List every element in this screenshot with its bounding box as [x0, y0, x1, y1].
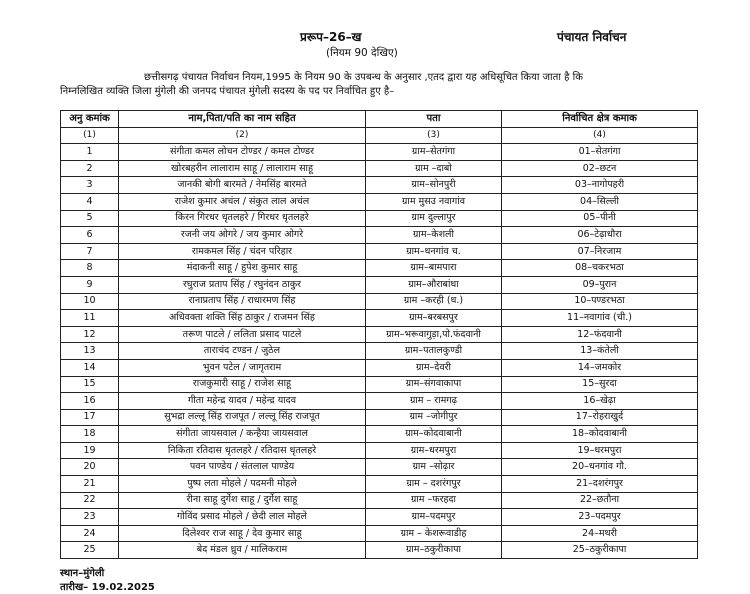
table-row	[61, 409, 698, 426]
cell-area: 05–पीनी	[502, 210, 698, 227]
cell-address: ग्राम – केशरूवाडीह	[366, 525, 502, 542]
cell-serial: 5	[61, 210, 119, 227]
cell-name: राजकुमारी साहू / राजेश साहू	[119, 376, 366, 393]
cell-address: ग्राम – दशरंगपुर	[366, 476, 502, 493]
table-row	[61, 476, 698, 493]
cell-area: 23–पदमपुर	[502, 509, 698, 526]
cell-name: जानकी बोगी बारमते / नेमसिंह बारमते	[119, 177, 366, 194]
cell-serial: 9	[61, 276, 119, 293]
table-row	[61, 542, 698, 559]
cell-area: 04–सिल्ली	[502, 193, 698, 210]
date-label: तारीख– 19.02.2025	[60, 582, 155, 593]
cell-name: गीता महेन्द्र यादव / महेन्द्र यादव	[119, 393, 366, 410]
cell-address: ग्राम–संगवाकापा	[366, 376, 502, 393]
cell-address: ग्राम–धनगांव च.	[366, 243, 502, 260]
cell-address: ग्राम –करही (ध.)	[366, 293, 502, 310]
cell-address: ग्राम–सेतगंगा	[366, 144, 502, 161]
cell-name: दिलेश्वर राज साहू / देव कुमार साहू	[119, 525, 366, 542]
cell-address: ग्राम –सोढ़ार	[366, 459, 502, 476]
column-number: (4)	[502, 127, 698, 144]
cell-address: ग्राम दुल्लापुर	[366, 210, 502, 227]
cell-serial: 19	[61, 442, 119, 459]
header-address: पता	[366, 111, 502, 128]
cell-address: ग्राम–धरमपुरा	[366, 442, 502, 459]
cell-name: निकिता रतिदास धृतलहरे / रतिदास धृतलहरे	[119, 442, 366, 459]
cell-serial: 13	[61, 343, 119, 360]
cell-address: ग्राम –जोगीपुर	[366, 409, 502, 426]
table-row	[61, 376, 698, 393]
table-row	[61, 243, 698, 260]
cell-name: रामकमल सिंह / चंदन परिहार	[119, 243, 366, 260]
cell-address: ग्राम–पदमपुर	[366, 509, 502, 526]
cell-serial: 7	[61, 243, 119, 260]
cell-serial: 16	[61, 393, 119, 410]
cell-area: 16–खेढ़ा	[502, 393, 698, 410]
cell-name: सुभद्रा लल्लू सिंह राजपूत / लल्लू सिंह राजपूत	[119, 409, 366, 426]
cell-name: रजनी जय ओगरे / जय कुमार ओगरे	[119, 227, 366, 244]
cell-address: ग्राम–औराबांधा	[366, 276, 502, 293]
header-area: निर्वाचित क्षेत्र कमाक	[502, 111, 698, 128]
cell-address: ग्राम–केशली	[366, 227, 502, 244]
cell-area: 07–निरजाम	[502, 243, 698, 260]
cell-area: 17–रोहराखुर्द	[502, 409, 698, 426]
cell-address: ग्राम–भरूवागुड़ा,पो.फंदवानी	[366, 326, 502, 343]
cell-name: पुष्प लता मोहले / पदमनी मोहले	[119, 476, 366, 493]
cell-area: 22–छतौना	[502, 492, 698, 509]
cell-serial: 22	[61, 492, 119, 509]
cell-name: मंदाकनी साहू / हुपेश कुमार साहू	[119, 260, 366, 277]
table-row	[61, 509, 698, 526]
cell-serial: 10	[61, 293, 119, 310]
elected-members-table	[60, 110, 698, 559]
cell-name: संगीता कमल लोचन टोण्डर / कमल टोण्डर	[119, 144, 366, 161]
cell-area: 11–नवागांव (ची.)	[502, 310, 698, 327]
table-body	[61, 144, 698, 559]
cell-serial: 4	[61, 193, 119, 210]
cell-area: 20–धनगांव गौ.	[502, 459, 698, 476]
cell-serial: 15	[61, 376, 119, 393]
table-header-row	[61, 111, 698, 128]
table-row	[61, 393, 698, 410]
cell-address: ग्राम–ठकुरीकापा	[366, 542, 502, 559]
table-row	[61, 310, 698, 327]
cell-area: 25–ठकुरीकापा	[502, 542, 698, 559]
cell-serial: 2	[61, 160, 119, 177]
cell-name: रीना साहू दुर्गेश साहू / दुर्गेश साहू	[119, 492, 366, 509]
cell-name: गोविंद प्रसाद मोहले / छेदी लाल मोहले	[119, 509, 366, 526]
cell-area: 21–दशरंगपुर	[502, 476, 698, 493]
cell-address: ग्राम – रामगढ़	[366, 393, 502, 410]
cell-serial: 21	[61, 476, 119, 493]
cell-name: अधिवक्ता शक्ति सिंह ठाकुर / राजमन सिंह	[119, 310, 366, 327]
table-row	[61, 177, 698, 194]
cell-name: तरूण पाटले / ललिता प्रसाद पाटले	[119, 326, 366, 343]
table-row	[61, 293, 698, 310]
table-row	[61, 459, 698, 476]
cell-address: ग्राम–कोदवाबानी	[366, 426, 502, 443]
table-row	[61, 492, 698, 509]
cell-name: ताराचंद टण्डन / जुठेल	[119, 343, 366, 360]
table-row	[61, 426, 698, 443]
cell-serial: 18	[61, 426, 119, 443]
cell-serial: 20	[61, 459, 119, 476]
cell-name: रानाप्रताप सिंह / राधारमण सिंह	[119, 293, 366, 310]
table-row	[61, 359, 698, 376]
cell-name: खोरबहरीन लालाराम साहू / लालाराम साहू	[119, 160, 366, 177]
cell-name: संगीता जायसवाल / कन्हैया जायसवाल	[119, 426, 366, 443]
election-title: पंचायत निर्वाचन	[557, 30, 627, 44]
table-row	[61, 144, 698, 161]
column-number: (3)	[366, 127, 502, 144]
cell-area: 09–पुरान	[502, 276, 698, 293]
rule-reference: (नियम 90 देखिए)	[326, 47, 398, 59]
table-row	[61, 525, 698, 542]
column-number: (2)	[119, 127, 366, 144]
cell-serial: 6	[61, 227, 119, 244]
table-row	[61, 227, 698, 244]
cell-area: 18–कोदवाबानी	[502, 426, 698, 443]
notification-line-2: निम्नलिखित व्यक्ति जिला मुंगेली की जनपद पंचायत मुंगेली सदस्य के पद पर निर्वाचित हुए है–	[60, 86, 395, 97]
form-title: प्ररूप–26–ख	[300, 30, 362, 44]
notification-line-1: छत्तीसगढ़ पंचायत निर्वाचन नियम,1995 के नियम 90 के उपबन्ध के अनुसार ,एतद द्वारा यह अधिसूचित किया जाता है कि	[144, 72, 583, 83]
cell-area: 15–सुरदा	[502, 376, 698, 393]
cell-serial: 23	[61, 509, 119, 526]
cell-serial: 11	[61, 310, 119, 327]
cell-serial: 8	[61, 260, 119, 277]
cell-address: ग्राम –दाबो	[366, 160, 502, 177]
column-number: (1)	[61, 127, 119, 144]
table-row	[61, 260, 698, 277]
cell-area: 03–नागोपहरी	[502, 177, 698, 194]
place-label: स्थान–मुंगेली	[60, 568, 105, 579]
header-name: नाम,पिता/पति का नाम सहित	[119, 111, 366, 128]
cell-serial: 14	[61, 359, 119, 376]
cell-serial: 25	[61, 542, 119, 559]
cell-area: 08–चकरभठा	[502, 260, 698, 277]
cell-serial: 24	[61, 525, 119, 542]
cell-address: ग्राम मुसउ नवागांव	[366, 193, 502, 210]
cell-area: 10–पण्डरभठा	[502, 293, 698, 310]
table-row	[61, 442, 698, 459]
table-row	[61, 343, 698, 360]
cell-serial: 1	[61, 144, 119, 161]
table-row	[61, 210, 698, 227]
table-row	[61, 326, 698, 343]
table-row	[61, 276, 698, 293]
cell-address: ग्राम–बामपारा	[366, 260, 502, 277]
cell-address: ग्राम–पतालकुण्डी	[366, 343, 502, 360]
table-row	[61, 193, 698, 210]
cell-name: रघुराज प्रताप सिंह / रघुनंदन ठाकुर	[119, 276, 366, 293]
cell-name: राजेश कुमार अचंल / संकुत लाल अचंल	[119, 193, 366, 210]
cell-address: ग्राम–सोनपुरी	[366, 177, 502, 194]
column-number-row	[61, 127, 698, 144]
cell-name: किरन गिरधर धृतलहरे / गिरधर धृतलहरे	[119, 210, 366, 227]
cell-area: 06–टेढ़ाधौरा	[502, 227, 698, 244]
cell-area: 14–जमकोर	[502, 359, 698, 376]
cell-address: ग्राम–बरबसपुर	[366, 310, 502, 327]
cell-name: पवन पाण्डेय / संतलाल पाण्डेय	[119, 459, 366, 476]
cell-area: 02–छटन	[502, 160, 698, 177]
cell-area: 01–सेतगंगा	[502, 144, 698, 161]
cell-serial: 3	[61, 177, 119, 194]
header-serial: अनु कमांक	[61, 111, 119, 128]
notification-text	[60, 71, 700, 99]
cell-name: बेद मंडल ध्रुव / मालिकराम	[119, 542, 366, 559]
cell-area: 12–फंदवानी	[502, 326, 698, 343]
cell-address: ग्राम –फरहदा	[366, 492, 502, 509]
cell-area: 19–धरमपुरा	[502, 442, 698, 459]
cell-serial: 12	[61, 326, 119, 343]
table-row	[61, 160, 698, 177]
cell-name: भुवन पटेल / जागृतराम	[119, 359, 366, 376]
cell-area: 13–कंतेली	[502, 343, 698, 360]
cell-serial: 17	[61, 409, 119, 426]
cell-address: ग्राम–देवरी	[366, 359, 502, 376]
cell-area: 24–मथरी	[502, 525, 698, 542]
